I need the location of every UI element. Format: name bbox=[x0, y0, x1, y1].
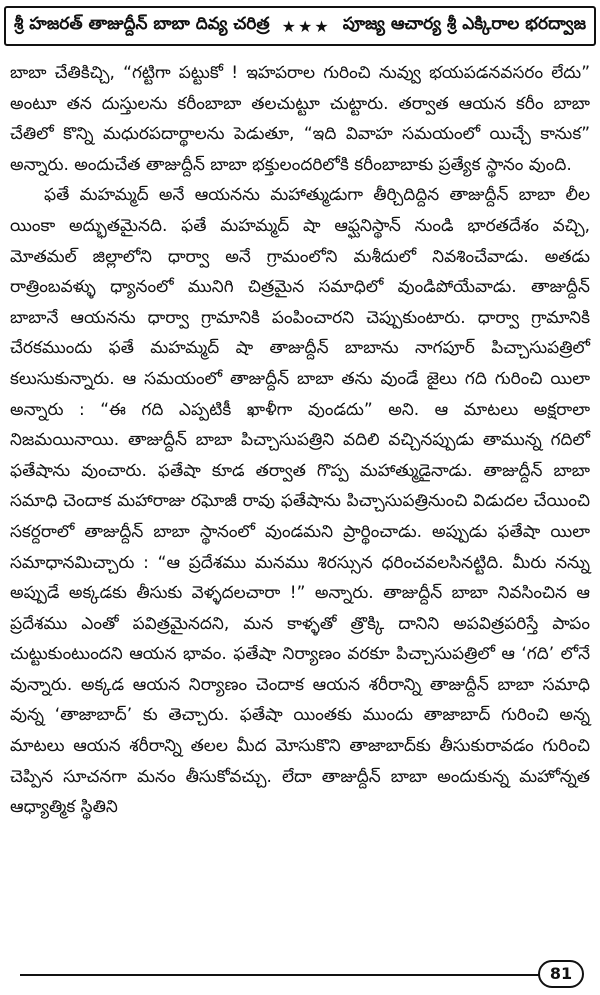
book-title: శ్రీ హజరత్ తాజుద్దీన్ బాబా దివ్య చరిత్ర bbox=[14, 14, 270, 34]
page-body bbox=[10, 58, 590, 823]
page-footer bbox=[0, 958, 600, 992]
paragraph-continued: బాబా చేతికిచ్చి, “గట్టిగా పట్టుకో ! ఇహపరాల గురించి నువ్వు భయపడనవసరం లేదు” అంటూ తన దుస్తులను కరీంబాబా తలచుట్టూ చుట్టారు. తర్వాత ఆయన కరీం బాబా చేతిలో కొన్ని మధురపదార్థాలను పెడుతూ, “ఇది వివాహ సమయంలో యిచ్చే కానుక” అన్నారు. అందుచేత తాజుద్దీన్ బాబా భక్తులందరిలోకి కరీంబాబాకు ప్రత్యేక స్థానం వుంది. bbox=[10, 63, 590, 175]
running-header bbox=[4, 6, 596, 46]
star-ornament-icon: ★★★ bbox=[281, 16, 331, 36]
author-name: పూజ్య ఆచార్య శ్రీ ఎక్కిరాల భరద్వాజ bbox=[342, 14, 586, 34]
paragraph-fateh-mohammad: ఫతే మహమ్మద్ అనే ఆయనను మహాత్ముడుగా తీర్చిదిద్దిన తాజుద్దీన్ బాబా లీల యింకా అద్భుతమైనది. ఫతే మహమ్మద్ షా ఆఫ్ఘనిస్థాన్ నుండి భారతదేశం వచ్చి, మోతమల్ జిల్లాలోని ధార్వా అనే గ్రామంలోని మశీదులో నివశించేవాడు. అతడు రాత్రింబవళ్ళు ధ్యానంలో మునిగి చిత్రమైన సమాధిలో వుండిపోయేవాడు. తాజుద్దీన్ బాబానే ఆయనను ధార్వా గ్రామానికి పంపించారని చెప్పుకుంటారు. ధార్వా గ్రామానికి చేరకముందు ఫతే మహమ్మద్ షా తాజుద్దీన్ బాబాను నాగపూర్ పిచ్చాసుపత్రిలో కలుసుకున్నారు. ఆ సమయంలో తాజుద్దీన్ బాబా తను వుండే జైలు గది గురించి యిలా అన్నారు : “ఈ గది ఎప్పటికీ ఖాళీగా వుండదు” అని. ఆ మాటలు అక్షరాలా నిజమయినాయి. తాజుద్దీన్ బాబా పిచ్చాసుపత్రిని వదిలి వచ్చినప్పుడు తామున్న గదిలో ఫతేషాను వుంచారు. ఫతేషా కూడ తర్వాత గొప్ప మహాత్ముడైనాడు. తాజుద్దీన్ బాబా సమాధి చెందాక మహారాజు రఘోజీ రావు ఫతేషాను పిచ్చాసుపత్రినుంచి విడుదల చేయించి సకర్దరాలో తాజుద్దీన్ బాబా స్థానంలో వుండమని ప్రార్థించాడు. అప్పుడు ఫతేషా యిలా సమాధానమిచ్చారు : “ఆ ప్రదేశము మనము శిరస్సున ధరించవలసినట్టిది. మీరు నన్ను అప్పుడే అక్కడకు తీసుకు వెళ్ళదలచారా !” అన్నారు. తాజుద్దీన్ బాబా నివసించిన ఆ ప్రదేశము ఎంతో పవిత్రమైనదని, మన కాళ్ళతో త్రొక్కి దానిని అపవిత్రపరిస్తే పాపం చుట్టుకుంటుందని ఆయన భావం. ఫతేషా నిర్యాణం వరకూ పిచ్చాసుపత్రిలో ఆ ‘గది’ లోనే వున్నారు. అక్కడ ఆయన నిర్యాణం చెందాక ఆయన శరీరాన్ని తాజుద్దీన్ బాబా సమాధి వున్న ‘తాజాబాద్’ కు తెచ్చారు. ఫతేషా యింతకు ముందు తాజాబాద్ గురించి అన్న మాటలు ఆయన శరీరాన్ని తలల మీద మోసుకొని తాజాబాద్‌కు తీసుకురావడం గురించి చెప్పిన సూచనగా మనం తీసుకోవచ్చు. లేదా తాజుద్దీన్ బాబా అందుకున్న మహోన్నత ఆధ్యాత్మిక స్థితిని bbox=[10, 185, 590, 818]
page-number: 81 bbox=[538, 960, 584, 988]
footer-rule bbox=[20, 974, 540, 976]
